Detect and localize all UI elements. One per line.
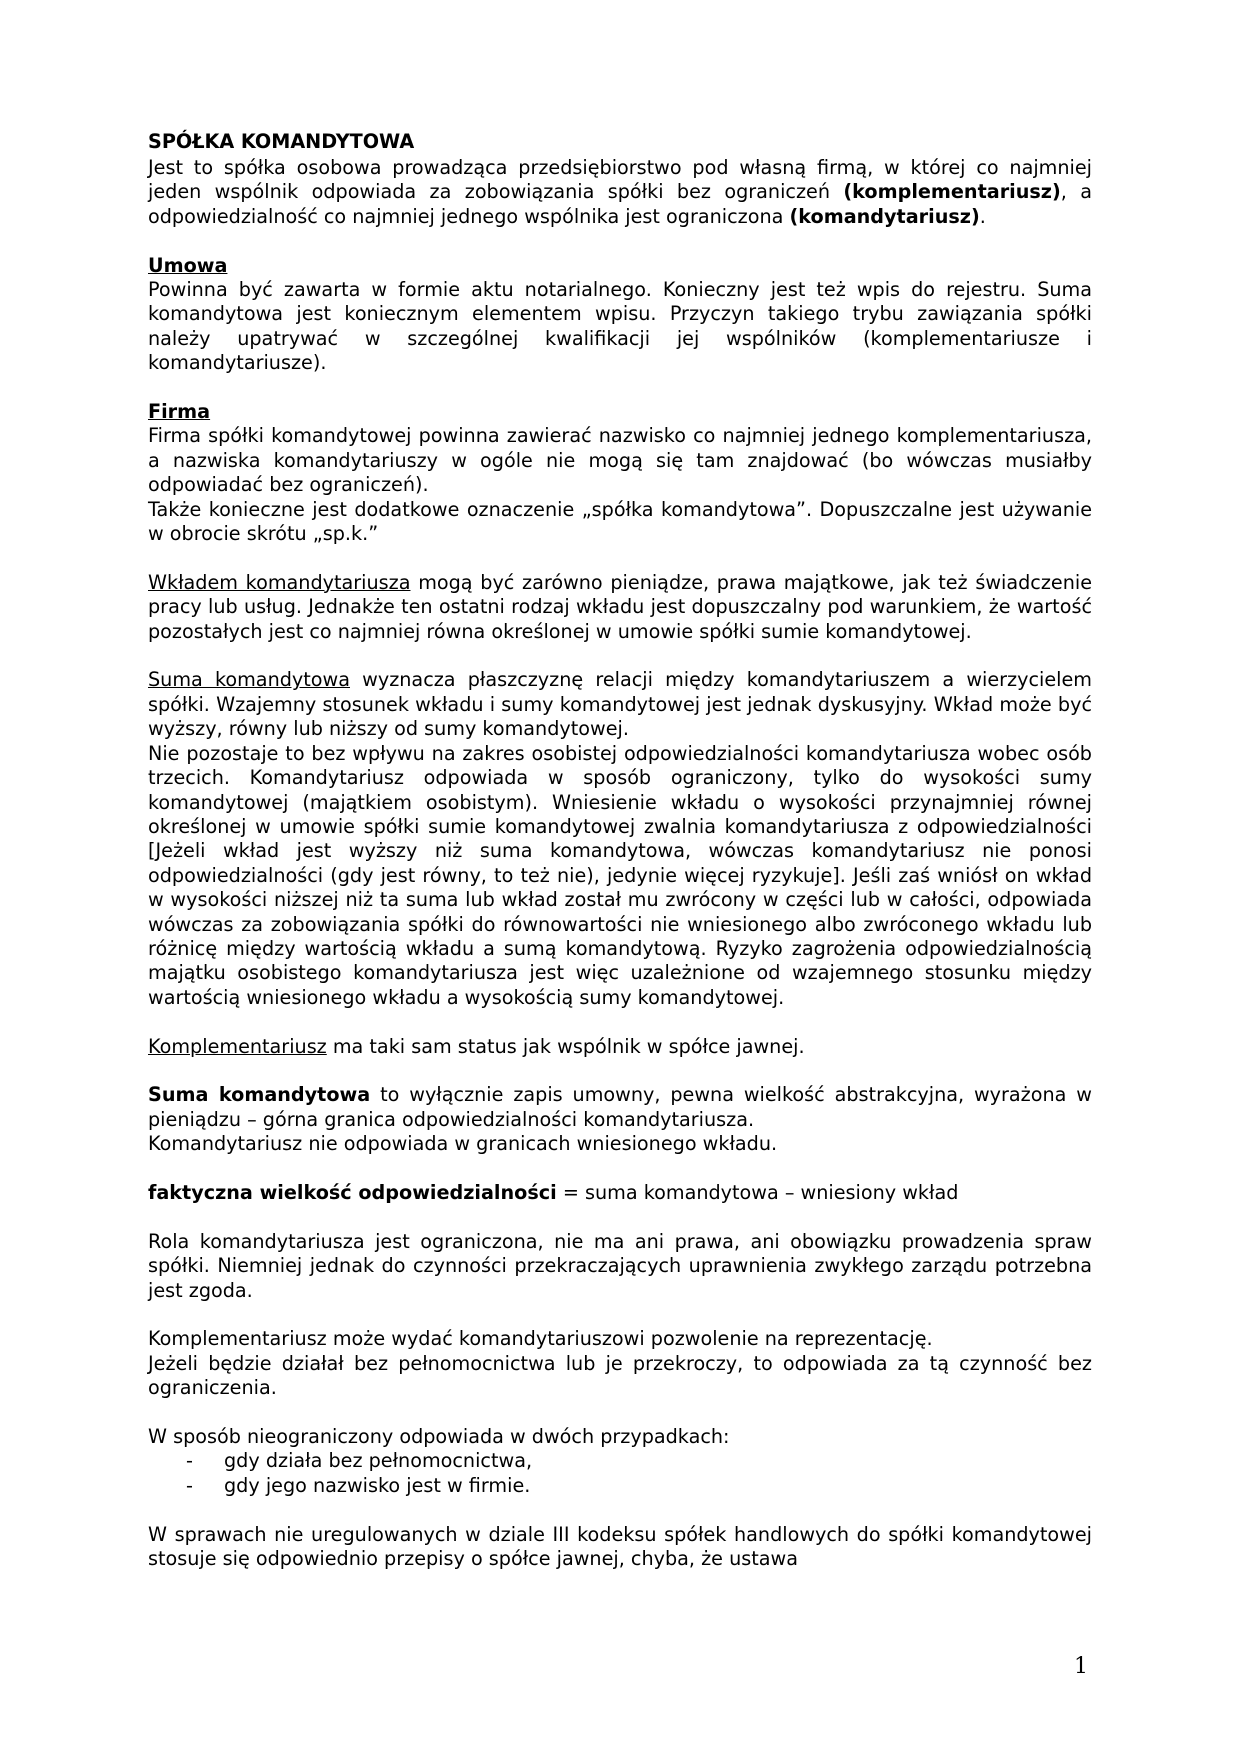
suma-definition-paragraph-2: Komandytariusz nie odpowiada w granicach wniesionego wkładu. [148, 1132, 778, 1156]
intro-text-2: , a odpowiedzialność co najmniej jednego wspólnika jest ograniczona [148, 180, 1092, 228]
spacer [148, 1498, 1092, 1522]
formula-paragraph [148, 1181, 1092, 1205]
formula-text: = suma komandytowa – wniesiony wkład [556, 1180, 959, 1204]
section-heading-umowa: Umowa [148, 253, 228, 277]
nieograniczony-intro: W sposób nieograniczony odpowiada w dwóch przypadkach: [148, 1424, 730, 1448]
intro-text-1: Jest to spółka osobowa prowadząca przedsiębiorstwo pod własną firmą, w której co najmniej jeden wspólnik odpowiada za zobowiązania spółki bez ograniczeń [148, 156, 1092, 204]
spacer [148, 229, 1092, 253]
rola-paragraph: Rola komandytariusza jest ograniczona, nie ma ani prawa, ani obowiązku prowadzenia spraw spółki. Niemniej jednak do czynności przekraczających uprawnienia zwykłego zarządu potrzebna jest zgoda. [148, 1229, 1092, 1302]
final-paragraph: W sprawach nie uregulowanych w dziale III kodeksu spółek handlowych do spółki komandytowej stosuje się odpowiednio przepisy o spółce jawnej, chyba, że ustawa [148, 1522, 1092, 1570]
spacer [148, 1303, 1092, 1327]
komplementariusz-text: ma taki sam status jak wspólnik w spółce jawnej. [326, 1034, 805, 1058]
komplementariusz-paragraph [148, 1035, 1092, 1059]
intro-term-komandytariusz: (komandytariusz) [789, 204, 980, 228]
formula-term: faktyczna wielkość odpowiedzialności [148, 1180, 557, 1204]
firma-paragraph-2: Także konieczne jest dodatkowe oznaczenie „spółka komandytowa”. Dopuszczalne jest używanie w obrocie skrótu „sp.k.” [148, 497, 1092, 546]
intro-text-3: . [979, 204, 986, 228]
spacer [148, 1059, 1092, 1083]
intro-term-komplementariusz: (komplementariusz) [843, 180, 1061, 204]
suma-paragraph-1 [148, 668, 1092, 741]
suma-term: Suma komandytowa [148, 668, 350, 692]
komplementariusz-term: Komplementariusz [148, 1034, 327, 1058]
section-heading-firma: Firma [148, 400, 211, 424]
spacer [148, 546, 1092, 570]
spacer [148, 1157, 1092, 1181]
wklad-term: Wkładem komandytariusza [148, 570, 411, 594]
document-title: SPÓŁKA KOMANDYTOWA [148, 130, 415, 153]
spacer [148, 644, 1092, 668]
suma-paragraph-2: Nie pozostaje to bez wpływu na zakres osobistej odpowiedzialności komandytariusza wobec osób trzecich. Komandytariusz odpowiada w sposób ograniczony, tylko do wysokości sumy komandytowej (majątkiem osobistym). Wniesienie wkładu o wysokości przynajmniej równej określonej w umowie spółki sumie komandytowej zwalnia komandytariusza z odpowiedzialności [Jeżeli wkład jest wyższy niż suma komandytowa, wówczas komandytariusz nie ponosi odpowiedzialności (gdy jest równy, to też nie), jedynie więcej ryzykuje]. Jeśli zaś wniósł on wkład w wysokości niższej niż ta suma lub wkład został mu zwrócony w części lub w całości, odpowiada wówczas za zobowiązania spółki do równowartości nie wniesionego albo zwróconego wkładu lub różnicę między wartością wkładu a sumą komandytową. Ryzyko zagrożenia odpowiedzialnością majątku osobistego komandytariusza jest więc uzależnione od wzajemnego stosunku między wartością wniesionego wkładu a wysokością sumy komandytowej. [148, 741, 1092, 1009]
reprezentacja-paragraph-2: Jeżeli będzie działał bez pełnomocnictwa lub je przekroczy, to odpowiada za tą czynność bez ograniczenia. [148, 1351, 1092, 1400]
wklad-paragraph [148, 571, 1092, 644]
list-item: - gdy działa bez pełnomocnictwa, [186, 1449, 1092, 1473]
spacer [148, 1010, 1092, 1034]
firma-paragraph-1: Firma spółki komandytowej powinna zawierać nazwisko co najmniej jednego komplementariusza, a nazwiska komandytariuszy w ogóle nie mogą się tam znajdować (bo wówczas musiałby odpowiadać bez ograniczeń). [148, 424, 1092, 497]
suma-definition-text: to wyłącznie zapis umowny, pewna wielkość abstrakcyjna, wyrażona w pieniądzu – górna granica odpowiedzialności komandytariusza. [148, 1083, 1092, 1131]
wklad-text: mogą być zarówno pieniądze, prawa majątkowe, jak też świadczenie pracy lub usług. Jednakże ten ostatni rodzaj wkładu jest dopuszczalny pod warunkiem, że wartość pozostałych jest co najmniej równa określonej w umowie spółki sumie komandytowej. [148, 570, 1093, 643]
reprezentacja-paragraph-1: Komplementariusz może wydać komandytariuszowi pozwolenie na reprezentację. [148, 1327, 933, 1351]
suma-definition-paragraph [148, 1083, 1092, 1132]
suma-text: wyznacza płaszczyznę relacji między komandytariuszem a wierzycielem spółki. Wzajemny stosunek wkładu i sumy komandytowej jest jednak dyskusyjny. Wkład może być wyższy, równy lub niższy od sumy komandytowej. [148, 668, 1092, 741]
suma-definition-term: Suma komandytowa [148, 1083, 371, 1107]
page-number: 1 [1074, 1654, 1088, 1679]
umowa-paragraph: Powinna być zawarta w formie aktu notarialnego. Konieczny jest też wpis do rejestru. Suma komandytowa jest koniecznym elementem wpisu. Przyczyn takiego trybu zawiązania spółki należy upatrywać w szczególnej kwalifikacji jej wspólników (komplementariusze i komandytariusze). [148, 278, 1092, 375]
list-item: - gdy jego nazwisko jest w firmie. [186, 1474, 1092, 1498]
spacer [148, 376, 1092, 400]
spacer [148, 1401, 1092, 1425]
nieograniczony-list [148, 1449, 1092, 1498]
document-body [148, 128, 1092, 1571]
spacer [148, 1205, 1092, 1229]
intro-paragraph [148, 156, 1092, 229]
